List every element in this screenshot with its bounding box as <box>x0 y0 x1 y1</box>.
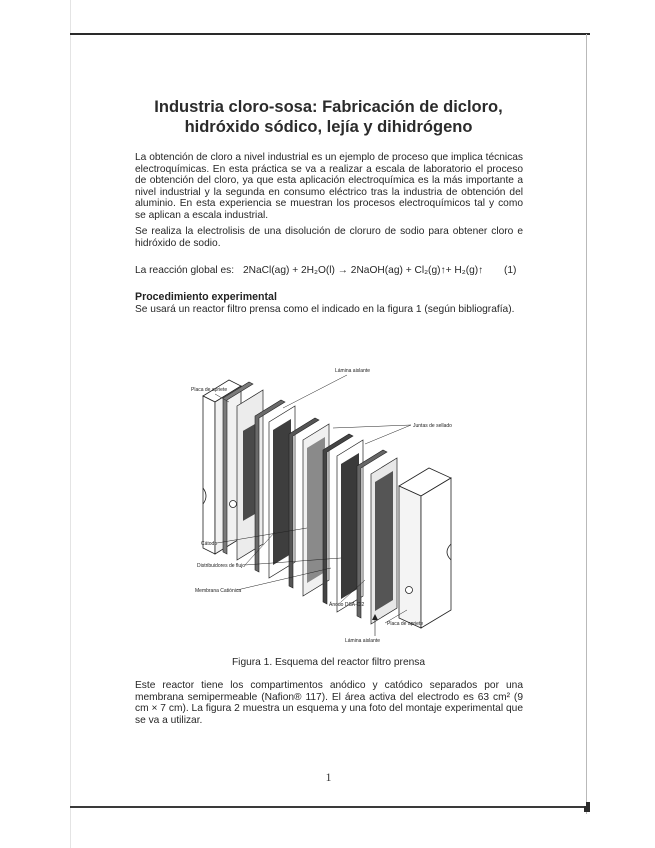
label-catodo: Cátodo <box>201 541 218 547</box>
label-membrana: Membrana Catiónica <box>195 588 242 594</box>
reaction-label: La reacción global es: <box>135 265 235 276</box>
reactor-paragraph: Este reactor tiene los compartimentos anódico y catódico separados por una membrana semipermeable (Nafion® 117). El área activa del electrodo es 63 cm² (9 cm × 7 cm). La figura 2 muestra un esquema y una foto del montaje experimental que se va a utilizar. <box>135 680 523 726</box>
page-number: 1 <box>325 770 332 784</box>
document-title <box>71 97 586 137</box>
intro-paragraph: La obtención de cloro a nivel industrial es un ejemplo de proceso que implica técnicas electroquímicas. En esta práctica se va a realizar a escala de laboratorio el proceso de obtención del cloro, ya que esta aplicación electroquímica es la más importante a nivel industrial y la segunda en consumo eléctrico tras la industria de obtención del aluminio. En esta experiencia se muestran los procesos electroquímicos tal y como se aplican a escala industrial. <box>135 152 523 221</box>
reaction-equation: 2NaCl(ag) + 2H₂O(l) → 2NaOH(ag) + Cl₂(g)↑+ H₂(g)↑ <box>242 265 484 276</box>
label-lamina-aislante-top: Lámina aislante <box>335 368 371 374</box>
title-line-2: hidróxido sódico, lejía y dihidrógeno <box>184 118 473 136</box>
plate-stack <box>223 382 397 624</box>
label-juntas-sellado: Juntas de sellado <box>413 423 452 429</box>
document-page <box>71 35 586 806</box>
label-lamina-aislante-bottom: Lámina aislante <box>345 638 381 644</box>
reaction-number: (1) <box>504 265 517 276</box>
reactor-diagram <box>151 318 511 650</box>
figure-caption: Figura 1. Esquema del reactor filtro prensa <box>231 657 426 668</box>
scan-edge-right <box>586 34 587 814</box>
electrolysis-paragraph: Se realiza la electrolisis de una disolución de cloruro de sodio para obtener cloro e hidróxido de sodio. <box>135 226 523 249</box>
left-clamp-plate <box>203 380 241 554</box>
reaction-line <box>135 265 535 276</box>
label-placa-apriete-bottom: Placa de apriete <box>387 621 424 627</box>
section-text: Se usará un reactor filtro prensa como el indicado en la figura 1 (según bibliografía). <box>135 304 515 315</box>
label-anodo: Ánodo DSA-Cl2 <box>329 602 365 608</box>
label-distribuidores: Distribuidores de flujo <box>197 563 246 569</box>
right-clamp-plate <box>399 468 451 628</box>
section-heading: Procedimiento experimental <box>135 291 277 303</box>
label-placa-apriete-top: Placa de apriete <box>191 387 228 393</box>
title-line-1: Industria cloro-sosa: Fabricación de dicloro, <box>154 98 503 116</box>
scan-edge-bottom <box>70 806 590 808</box>
